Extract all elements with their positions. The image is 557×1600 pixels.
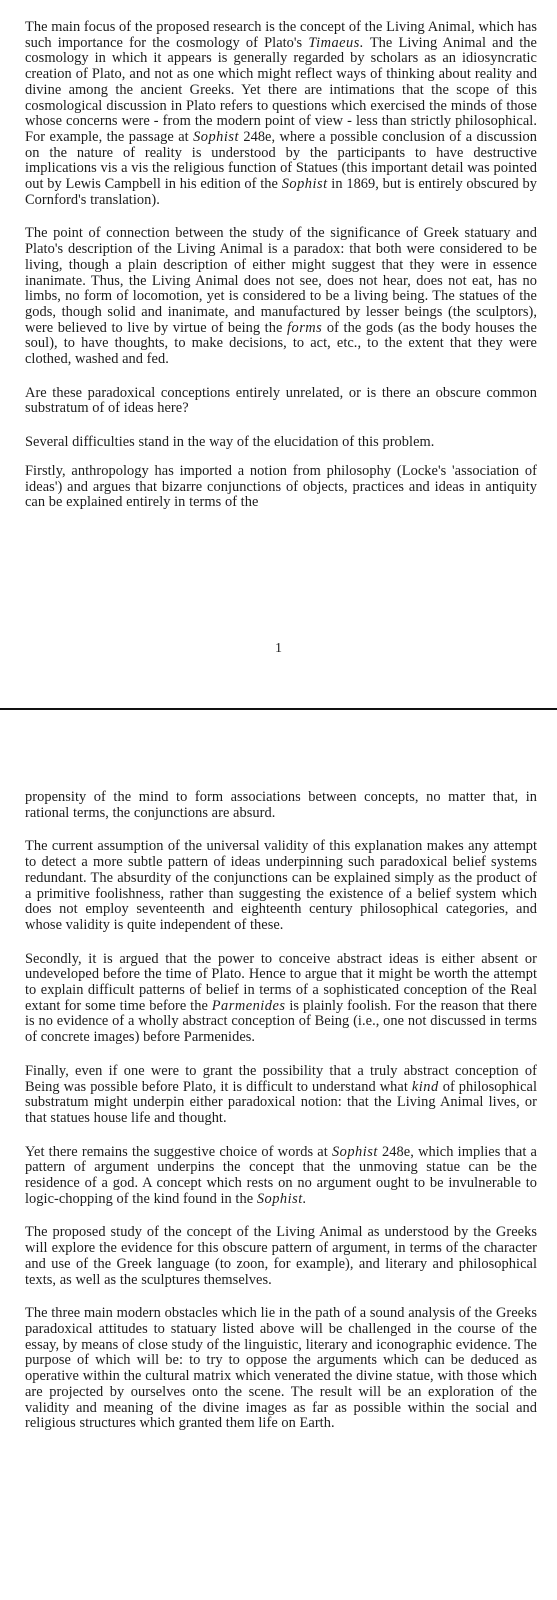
paragraph: [25, 790, 537, 821]
paragraph: [25, 1064, 537, 1127]
italic-title: Sophist.: [256, 1190, 307, 1207]
text-run: The Living Animal and the cosmology in which it appears is generally regarded by scholars as an idiosyncratic creation of Plato, and not as one which might reflect ways of thinking about reality and divine among the ancient Greeks. Yet there are intimations that the scope of this cosmological discussion in Plato refers to questions which exercised the minds of those whose concerns were - from the modern point of view - less than strictly philosophical. For example, the passage at: [25, 34, 537, 145]
paragraph: [25, 839, 537, 933]
italic-title: Sophist: [281, 176, 328, 193]
text-run: The point of connection between the study of the significance of Greek statuary and Plato's description of the Living Animal is a paradox: that both were considered to be living, though a plain description of either might suggest that they were in essence inanimate. Thus, the Living Animal does not see, does not hear, does not eat, has no limbs, no form of locomotion, yet is considered to be a living being. The statues of the gods, though solid and inanimate, and manufactured by lesser beings (the sculptors), were believed to live by virtue of being the: [25, 225, 537, 336]
text-run: Several difficulties stand in the way of the elucidation of this problem.: [25, 434, 435, 451]
text-run: Secondly, it is argued that the power to conceive abstract ideas is either absent or undeveloped before the time of Plato. Hence to argue that it might be worth the attempt to explain difficult patterns of belief in terms of a sophisticated conception of the Real extant for some time before the: [25, 950, 537, 1014]
paragraph: [25, 952, 537, 1046]
text-run: Finally, even if one were to grant the possibility that a truly abstract conception of Being was possible before Plato, it is difficult to understand what: [25, 1062, 537, 1095]
text-run: Are these paradoxical conceptions entirely unrelated, or is there an obscure common substratum of of ideas here?: [25, 384, 537, 417]
italic-title: Sophist: [331, 1143, 378, 1160]
page-2-body: [25, 790, 537, 1450]
text-run: of the gods (as the body houses the soul), to have thoughts, to make decisions, to act, etc., to the extent that they were clothed, washed and fed.: [25, 319, 537, 368]
text-run: 248e, where a possible conclusion of a discussion on the nature of reality is understood by the participants to have destructive implications vis a vis the religious function of Statues (this important detail was pointed out by Lewis Campbell in his edition of the: [25, 128, 537, 193]
text-run: in 1869, but is entirely obscured by Cornford's translation).: [25, 176, 537, 208]
italic-word: kind: [411, 1078, 439, 1095]
text-run: The current assumption of the universal validity of this explanation makes any attempt to detect a more subtle pattern of ideas underpinning such paradoxical belief systems redundant. The absurdity of the conjunctions can be explained simply as the product of a primitive foolishness, rather than suggesting the existence of a belief system which does not employ seventeenth and eighteenth century philosophical categories, and whose validity is quite independent of these.: [25, 838, 537, 933]
page-2: [0, 710, 557, 1600]
text-run: The main focus of the proposed research is the concept of the Living Animal, which has such importance for the cosmology of Plato's: [25, 19, 537, 51]
text-run: Yet there remains the suggestive choice of words at: [25, 1143, 332, 1160]
paragraph: [25, 20, 537, 208]
text-run: Firstly, anthropology has imported a notion from philosophy (Locke's 'association of ideas') and argues that bizarre conjunctions of objects, practices and ideas in antiquity can be explained entirely in terms of the: [25, 462, 537, 511]
page-1-body: [25, 20, 537, 529]
italic-title: Timaeus.: [308, 34, 364, 51]
page-1: [0, 0, 557, 708]
text-run: is plainly foolish. For the reason that there is no evidence of a wholly abstract conception of Being (i.e., one not discussed in terms of concrete images) before Parmenides.: [25, 997, 537, 1046]
paragraph: [25, 386, 537, 417]
paragraph: [25, 1145, 537, 1208]
text-run: The proposed study of the concept of the Living Animal as understood by the Greeks will explore the evidence for this obscure pattern of argument, in terms of the character and use of the Greek language (to zoon, for example), and literary and philosophical texts, as well as the sculptures themselves.: [25, 1224, 537, 1288]
paragraph: [25, 435, 537, 451]
text-run: propensity of the mind to form associations between concepts, no matter that, in rational terms, the conjunctions are absurd.: [25, 789, 537, 821]
paragraph: [25, 1306, 537, 1432]
page-number: 1: [275, 641, 282, 656]
italic-title: Parmenides: [211, 997, 286, 1014]
text-run: The three main modern obstacles which lie in the path of a sound analysis of the Greeks paradoxical attitudes to statuary listed above will be challenged in the course of the essay, by means of close study of the linguistic, literary and iconographic evidence. The purpose of which will be: to try to oppose the arguments which can be deduced as operative within the cultural matrix which venerated the divine statue, with those which are projected by ourselves onto the scene. The result will be an exploration of the validity and meaning of the divine images as far as possible within the social and religious structures which granted them life on Earth.: [25, 1305, 537, 1432]
text-run: 248e, which implies that a pattern of argument underpins the concept that the unmoving statue can be the residence of a god. A concept which rests on no argument ought to be invulnerable to logic-chopping of the kind found in the: [25, 1143, 537, 1207]
paragraph: [25, 1225, 537, 1288]
text-run: of philosophical substratum might underpin either paradoxical notion: that the Living Animal lives, or that statues house life and thought.: [25, 1078, 538, 1126]
italic-word: forms: [287, 319, 323, 336]
paragraph: [25, 464, 537, 511]
paragraph: [25, 226, 537, 367]
italic-title: Sophist: [193, 128, 239, 145]
